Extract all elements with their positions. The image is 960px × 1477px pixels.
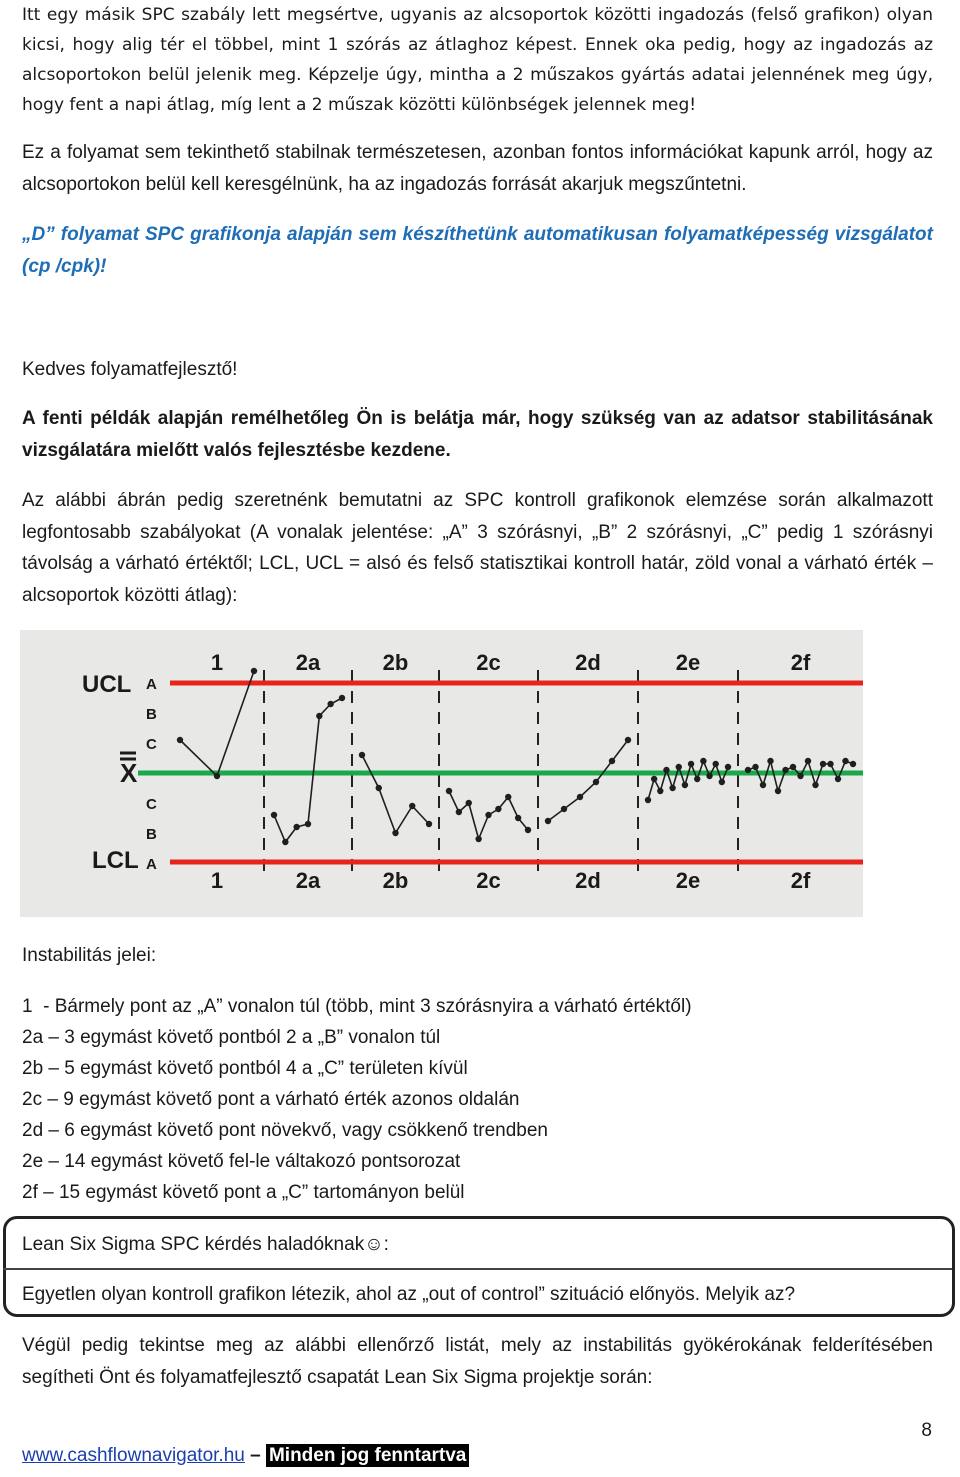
rule-label-bottom: 1 [210, 868, 224, 893]
data-point [593, 779, 599, 785]
data-point [625, 737, 631, 743]
rule-item-2a: 2a – 3 egymást követő pontból 2 a „B” vonalon túl [22, 1027, 441, 1048]
footer-dash: – [244, 1445, 266, 1466]
data-point [609, 758, 615, 764]
data-point [782, 767, 788, 773]
rule-label-top: 2c [476, 650, 501, 675]
paragraph-intro: Itt egy másik SPC szabály lett megsértve, ugyanis az alcsoportok közötti ingadozás (felső grafikon) olyan kicsi, hogy alig tér el többel, mint 1 szórás az átlaghoz képest. Ennek oka pedig, hogy az ingadozás az alcsoportokon belül jelenik meg. Képzelje úgy, mintha a 2 műszakos gyártás adatai jelennének meg úgy, hogy fent a napi átlag, míg lent a 2 műszak közötti különbségek jelennek meg! [22, 5, 933, 115]
data-point [214, 773, 220, 779]
xbar-label: X [120, 758, 138, 788]
zone-letter-b: B [146, 826, 157, 843]
footer [22, 1445, 469, 1467]
data-point [316, 713, 322, 719]
data-point [177, 737, 183, 743]
data-point [767, 758, 773, 764]
rule-item-2f: 2f – 15 egymást követő pont a „C” tartományon belül [22, 1182, 465, 1203]
data-point [645, 797, 651, 803]
data-point [827, 761, 833, 767]
rule-label-top: 2d [575, 650, 601, 675]
data-point [495, 806, 501, 812]
data-point [409, 803, 415, 809]
data-point [359, 752, 365, 758]
series-line [362, 755, 429, 833]
page-number: 8 [921, 1420, 932, 1441]
data-point [850, 761, 856, 767]
data-point [669, 785, 675, 791]
rule-label-bottom: 2c [476, 868, 501, 893]
spc-rules-chart [20, 630, 863, 917]
data-point [688, 761, 694, 767]
data-point [475, 836, 481, 842]
data-point [485, 812, 491, 818]
question-divider [3, 1268, 952, 1270]
paragraph-stability: Ez a folyamat sem tekinthető stabilnak természetesen, azonban fontos információkat kapunk arról, hogy az alcsoportokon belül kell keresgélnünk, ha az ingadozás forrását akarjuk megszűntetni. [22, 142, 933, 195]
data-point [663, 767, 669, 773]
data-point [842, 758, 848, 764]
rule-label-top: 2a [295, 650, 321, 675]
data-point [700, 758, 706, 764]
rule-item-2c: 2c – 9 egymást követő pont a várható érték azonos oldalán [22, 1089, 520, 1110]
data-point [712, 761, 718, 767]
data-point [305, 821, 311, 827]
footer-website-link[interactable]: www.cashflownavigator.hu [22, 1445, 245, 1466]
lcl-label: LCL [92, 847, 139, 874]
paragraph-capability-warning: „D” folyamat SPC grafikonja alapján sem készíthetünk automatikusan folyamatképesség vizsgálatot (cp /cpk)! [22, 224, 933, 277]
zone-letter-a: A [146, 856, 157, 873]
data-point [282, 839, 288, 845]
spc-chart-svg [20, 630, 863, 917]
data-point [327, 701, 333, 707]
ucl-label: UCL [82, 671, 132, 698]
paragraph-rules-intro: Az alábbi ábrán pedig szeretnénk bemutatni az SPC kontroll grafikonok elemzése során alkalmazott legfontosabb szabályokat (A vonalak jelentése: „A” 3 szórásnyi, „B” 2 szórásnyi, „C” pedig 1 szórásnyi távolság a várható értéktől; LCL, UCL = alsó és felső statisztikai kontroll határ, zöld vonal a várható érték – alcsoportok közötti átlag): [22, 490, 933, 606]
rule-item-2d: 2d – 6 egymást követő pont növekvő, vagy csökkenő trendben [22, 1120, 548, 1141]
data-point [676, 764, 682, 770]
data-point [760, 782, 766, 788]
zone-letter-c: C [146, 796, 157, 813]
data-point [820, 761, 826, 767]
data-point [251, 668, 257, 674]
data-point [745, 767, 751, 773]
data-point [752, 764, 758, 770]
data-point [657, 788, 663, 794]
zone-letter-c: C [146, 736, 157, 753]
data-point [805, 758, 811, 764]
data-point [339, 695, 345, 701]
data-point [577, 794, 583, 800]
question-text: Egyetlen olyan kontroll grafikon létezik, ahol az „out of control” szituáció előnyös. Melyik az? [22, 1284, 796, 1305]
rule-label-bottom: 2b [382, 868, 409, 893]
data-point [466, 800, 472, 806]
rule-label-bottom: 2a [295, 868, 321, 893]
rule-item-1: 1 - Bármely pont az „A” vonalon túl (több, mint 3 szórásnyira a várható értéktől) [22, 996, 692, 1017]
instability-heading: Instabilitás jelei: [22, 945, 157, 966]
greeting: Kedves folyamatfejlesztő! [22, 359, 238, 380]
data-point [651, 776, 657, 782]
rule-item-2b: 2b – 5 egymást követő pontból 4 a „C” területen kívül [22, 1058, 468, 1079]
data-point [835, 776, 841, 782]
series-line [548, 740, 628, 821]
data-point [775, 788, 781, 794]
rule-label-top: 2e [675, 650, 701, 675]
paragraph-conclusion: A fenti példák alapján remélhetőleg Ön is belátja már, hogy szükség van az adatsor stabilitásának vizsgálatára mielőtt valós fejlesztésbe kezdene. [22, 408, 933, 461]
data-point [392, 830, 398, 836]
data-point [790, 764, 796, 770]
footer-rights: Minden jog fenntartva [266, 1444, 469, 1467]
data-point [545, 818, 551, 824]
data-point [505, 794, 511, 800]
rule-label-bottom: 2e [675, 868, 701, 893]
data-point [812, 782, 818, 788]
rule-label-bottom: 2d [575, 868, 601, 893]
data-point [515, 815, 521, 821]
rule-label-top: 2f [790, 650, 811, 675]
rule-label-bottom: 2f [790, 868, 811, 893]
paragraph-closing: Végül pedig tekintse meg az alábbi ellenőrző listát, mely az instabilitás gyökérokának felderítésében segítheti Önt és folyamatfejlesztő csapatát Lean Six Sigma projektje során: [22, 1335, 933, 1388]
rule-label-top: 2b [382, 650, 409, 675]
series-line [274, 698, 342, 842]
data-point [426, 821, 432, 827]
data-point [694, 776, 700, 782]
data-point [271, 812, 277, 818]
question-title: Lean Six Sigma SPC kérdés haladóknak☺: [22, 1234, 389, 1255]
data-point [456, 809, 462, 815]
data-point [682, 782, 688, 788]
data-point [446, 788, 452, 794]
rule-item-2e: 2e – 14 egymást követő fel-le váltakozó pontsorozat [22, 1151, 461, 1172]
data-point [525, 827, 531, 833]
data-point [797, 773, 803, 779]
data-point [725, 764, 731, 770]
data-point [293, 824, 299, 830]
series-line [180, 671, 254, 776]
zone-letter-a: A [146, 676, 157, 693]
data-point [376, 785, 382, 791]
rule-label-top: 1 [210, 650, 224, 675]
zone-letter-b: B [146, 706, 157, 723]
data-point [561, 806, 567, 812]
data-point [706, 773, 712, 779]
data-point [719, 779, 725, 785]
